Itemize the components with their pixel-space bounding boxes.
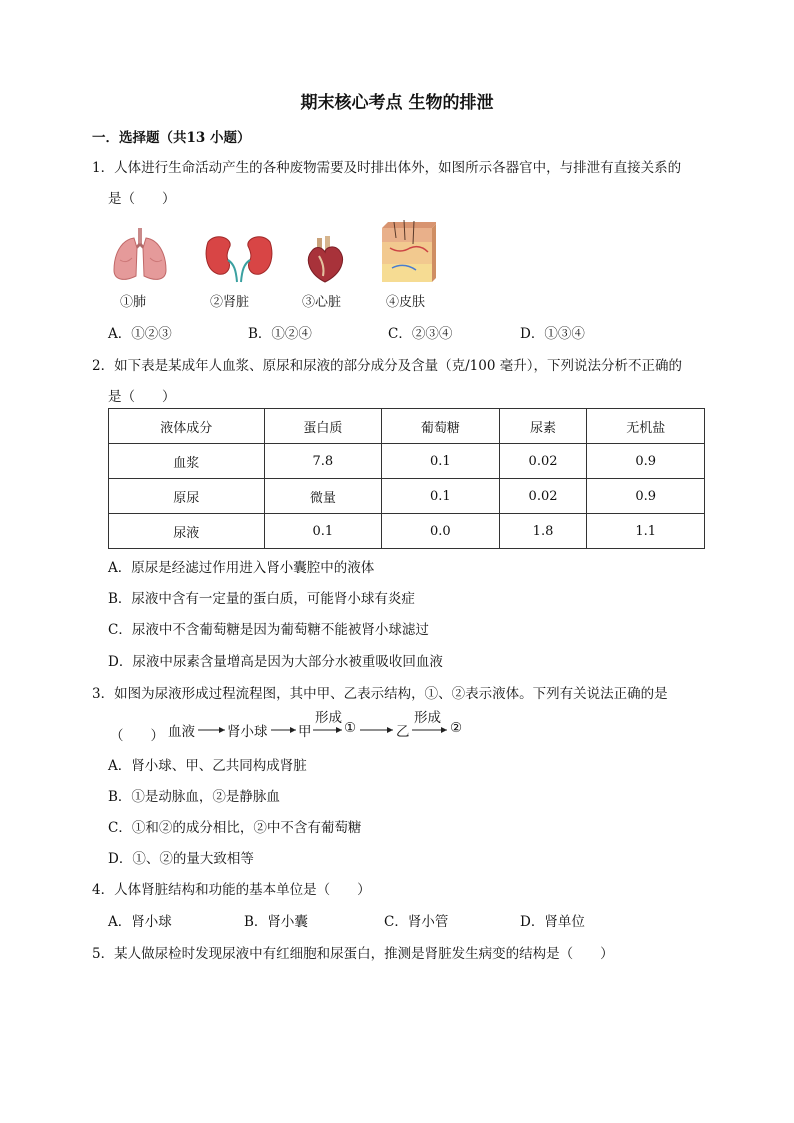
q3-option-c[interactable]: C．①和②的成分相比，②中不含有葡萄糖 (108, 820, 362, 836)
q4-option-b[interactable]: B．肾小囊 (244, 914, 308, 930)
q1-option-c[interactable]: C．②③④ (388, 326, 453, 342)
organ-label-kidneys: ②肾脏 (210, 295, 250, 310)
organ-label-lungs: ①肺 (120, 295, 147, 310)
q3-stem-line1: 3．如图为尿液形成过程流程图，其中甲、乙表示结构，①、②表示液体。下列有关说法正确的是 (92, 686, 668, 702)
q3-option-a[interactable]: A．肾小球、甲、乙共同构成肾脏 (108, 758, 307, 774)
table-cell: 0.1 (382, 479, 499, 514)
table-cell: 0.02 (499, 444, 587, 479)
table-cell: 0.0 (382, 514, 499, 549)
flow-node-blood: 血液 (168, 724, 195, 740)
q1-option-d[interactable]: D．①③④ (520, 326, 585, 342)
q1-stem-line1: 1．人体进行生命活动产生的各种废物需要及时排出体外，如图所示各器官中，与排泄有直接关系的 (92, 160, 682, 176)
q4-stem: 4．人体肾脏结构和功能的基本单位是（ ） (92, 882, 371, 898)
flow-node-glomerulus: 肾小球 (227, 724, 268, 740)
table-cell: 微量 (264, 479, 381, 514)
table-header-cell: 葡萄糖 (382, 409, 499, 444)
q4-option-c[interactable]: C．肾小管 (384, 914, 449, 930)
heart-icon (303, 236, 349, 284)
q2-option-d[interactable]: D．尿液中尿素含量增高是因为大部分水被重吸收回血液 (108, 654, 443, 670)
table-cell: 1.8 (499, 514, 587, 549)
q1-option-b[interactable]: B．①②④ (248, 326, 312, 342)
q2-stem-line1: 2．如下表是某成年人血浆、原尿和尿液的部分成分及含量（克/100 毫升），下列说法分析不正确的 (92, 358, 682, 374)
flow-node-jia: 甲 (298, 724, 312, 740)
table-cell: 0.1 (264, 514, 381, 549)
organ-label-heart: ③心脏 (302, 295, 342, 310)
q2-option-b[interactable]: B．尿液中含有一定量的蛋白质，可能肾小球有炎症 (108, 591, 415, 607)
table-header-row (109, 409, 705, 444)
table-cell: 0.9 (587, 444, 705, 479)
table-cell: 尿液 (109, 514, 265, 549)
flow-node-2: ② (450, 720, 463, 736)
table-cell: 血浆 (109, 444, 265, 479)
table-header-cell: 液体成分 (109, 409, 265, 444)
lungs-icon (110, 226, 170, 284)
table-row (109, 479, 705, 514)
q4-option-d[interactable]: D．肾单位 (520, 914, 585, 930)
q5-stem: 5．某人做尿检时发现尿液中有红细胞和尿蛋白，推测是肾脏发生病变的结构是（ ） (92, 946, 614, 962)
table-header-cell: 蛋白质 (264, 409, 381, 444)
composition-table (108, 408, 705, 549)
table-cell: 1.1 (587, 514, 705, 549)
table-row (109, 514, 705, 549)
q1-stem-line2: 是（ ） (108, 191, 176, 207)
flow-arrows (110, 720, 470, 740)
q2-stem-line2: 是（ ） (108, 389, 176, 405)
table-cell: 7.8 (264, 444, 381, 479)
flow-arrow-label-1: 形成 (315, 710, 342, 726)
flow-node-1: ① (344, 720, 357, 736)
section-heading: 一．选择题（共13 小题） (92, 130, 251, 146)
skin-icon (380, 218, 436, 284)
table-header-cell: 尿素 (499, 409, 587, 444)
flow-arrow-label-2: 形成 (414, 710, 441, 726)
q3-paren: （ ） (110, 728, 164, 744)
page-title: 期末核心考点 生物的排泄 (300, 93, 494, 113)
table-cell: 0.1 (382, 444, 499, 479)
q3-option-d[interactable]: D．①、②的量大致相等 (108, 851, 254, 867)
organ-label-skin: ④皮肤 (386, 295, 426, 310)
q4-option-a[interactable]: A．肾小球 (108, 914, 172, 930)
table-header-cell: 无机盐 (587, 409, 705, 444)
table-cell: 0.9 (587, 479, 705, 514)
flow-node-yi: 乙 (396, 724, 410, 740)
q1-option-a[interactable]: A．①②③ (108, 326, 172, 342)
table-row (109, 444, 705, 479)
table-cell: 0.02 (499, 479, 587, 514)
kidneys-icon (202, 230, 276, 284)
q2-option-c[interactable]: C．尿液中不含葡萄糖是因为葡萄糖不能被肾小球滤过 (108, 622, 429, 638)
q3-option-b[interactable]: B．①是动脉血，②是静脉血 (108, 789, 280, 805)
q2-option-a[interactable]: A．原尿是经滤过作用进入肾小囊腔中的液体 (108, 560, 375, 576)
table-cell: 原尿 (109, 479, 265, 514)
